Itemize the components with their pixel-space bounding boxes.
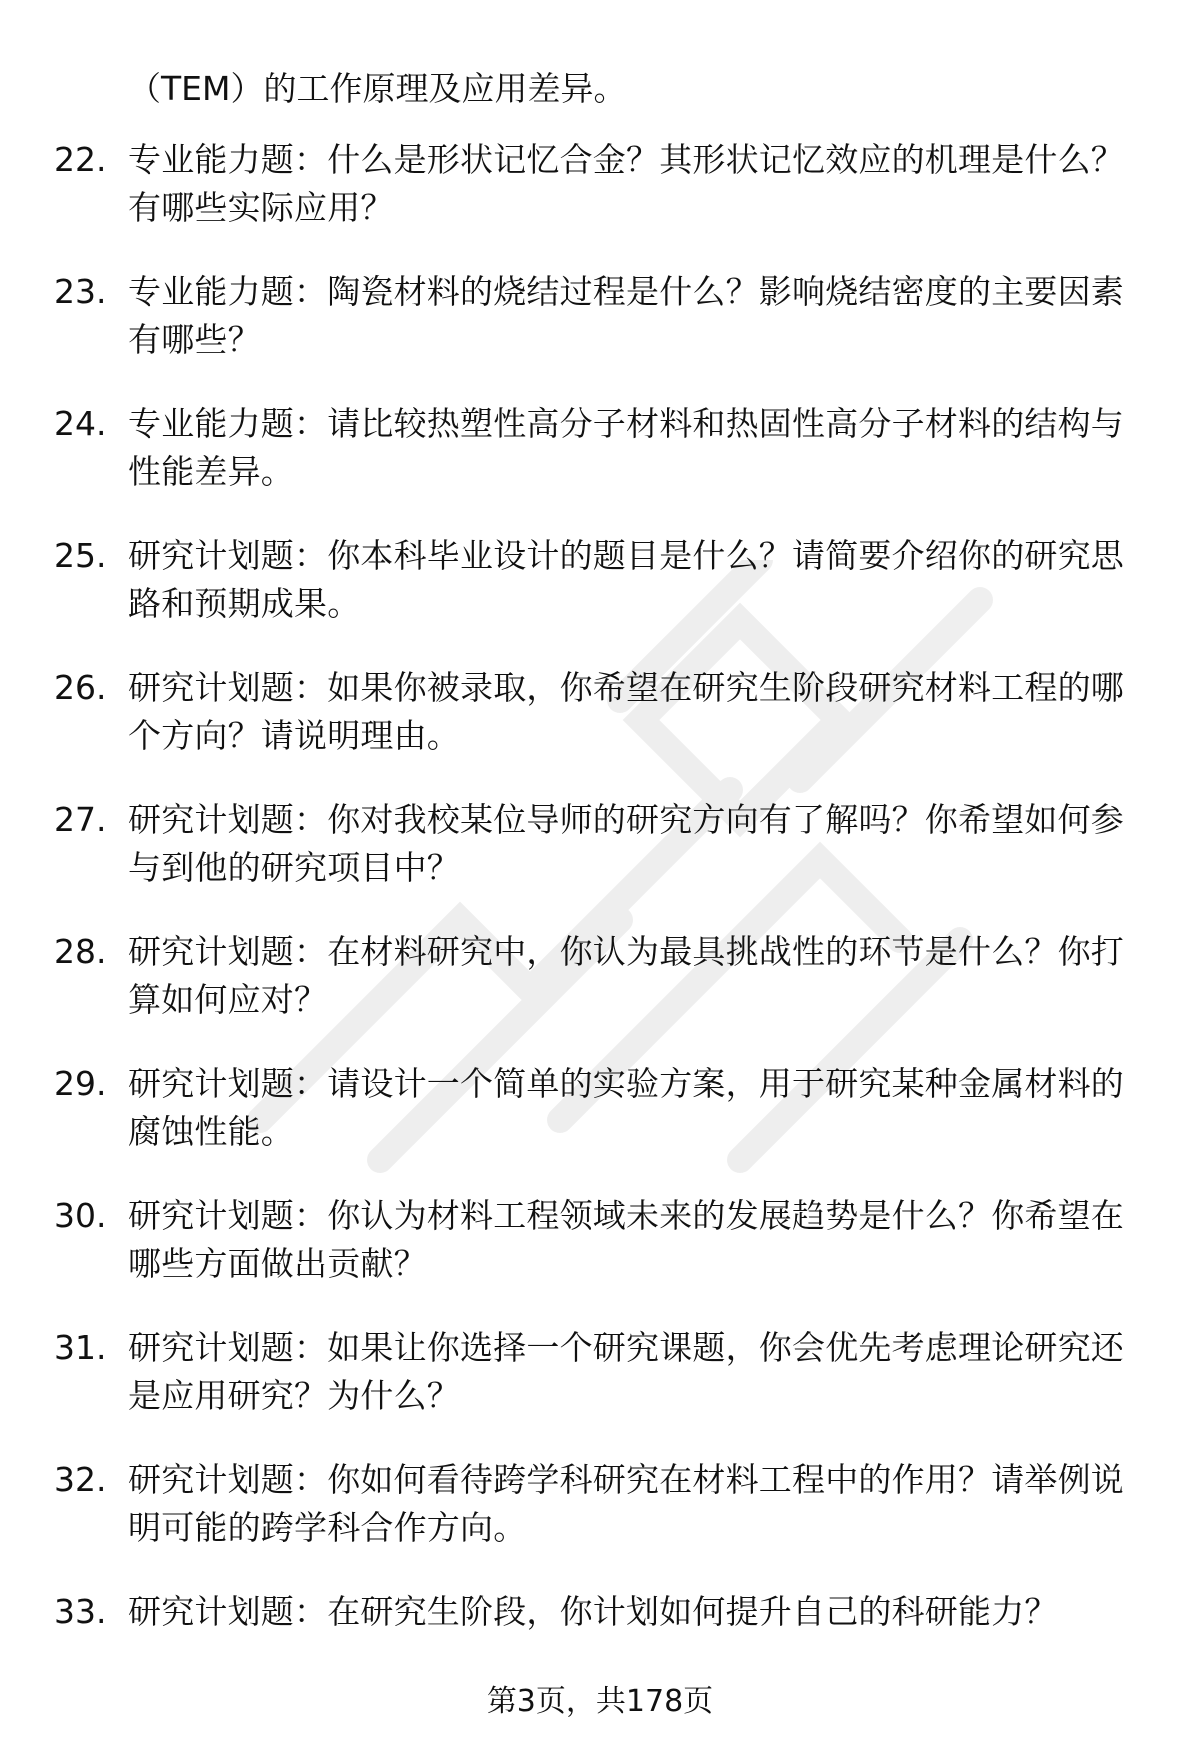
question-item bbox=[0, 532, 1200, 664]
question-item bbox=[0, 268, 1200, 400]
question-number: 31. bbox=[54, 1328, 107, 1367]
question-number: 33. bbox=[54, 1592, 107, 1631]
question-item bbox=[0, 1324, 1200, 1456]
question-text: 研究计划题：你对我校某位导师的研究方向有了解吗？你希望如何参与到他的研究项目中？ bbox=[128, 800, 1124, 887]
question-number: 26. bbox=[54, 668, 107, 707]
question-text: 研究计划题：你本科毕业设计的题目是什么？请简要介绍你的研究思路和预期成果。 bbox=[128, 536, 1124, 623]
question-text: 专业能力题：什么是形状记忆合金？其形状记忆效应的机理是什么？有哪些实际应用？ bbox=[128, 140, 1124, 227]
question-number: 30. bbox=[54, 1196, 107, 1235]
question-text: 专业能力题：陶瓷材料的烧结过程是什么？影响烧结密度的主要因素有哪些？ bbox=[128, 272, 1124, 359]
question-text: 研究计划题：在材料研究中，你认为最具挑战性的环节是什么？你打算如何应对？ bbox=[128, 932, 1124, 1019]
continuation-text: （TEM）的工作原理及应用差异。 bbox=[128, 69, 627, 108]
question-number: 23. bbox=[54, 272, 107, 311]
question-number: 28. bbox=[54, 932, 107, 971]
question-item bbox=[0, 400, 1200, 532]
question-text: 研究计划题：请设计一个简单的实验方案，用于研究某种金属材料的腐蚀性能。 bbox=[128, 1064, 1124, 1151]
question-number: 32. bbox=[54, 1460, 107, 1499]
question-item bbox=[0, 1192, 1200, 1324]
question-text: 研究计划题：如果让你选择一个研究课题，你会优先考虑理论研究还是应用研究？为什么？ bbox=[128, 1328, 1124, 1415]
question-list bbox=[0, 136, 1200, 1720]
question-text: 研究计划题：在研究生阶段，你计划如何提升自己的科研能力？ bbox=[128, 1592, 1058, 1631]
question-number: 29. bbox=[54, 1064, 107, 1103]
question-item bbox=[0, 928, 1200, 1060]
question-number: 27. bbox=[54, 800, 107, 839]
question-item bbox=[0, 1060, 1200, 1192]
question-item bbox=[0, 796, 1200, 928]
question-item bbox=[0, 664, 1200, 796]
question-text: 研究计划题：你如何看待跨学科研究在材料工程中的作用？请举例说明可能的跨学科合作方向。 bbox=[128, 1460, 1124, 1547]
question-number: 22. bbox=[54, 140, 107, 179]
question-text: 专业能力题：请比较热塑性高分子材料和热固性高分子材料的结构与性能差异。 bbox=[128, 404, 1124, 491]
question-item bbox=[0, 1456, 1200, 1588]
question-text: 研究计划题：你认为材料工程领域未来的发展趋势是什么？你希望在哪些方面做出贡献？ bbox=[128, 1196, 1124, 1283]
question-item bbox=[0, 136, 1200, 268]
question-number: 24. bbox=[54, 404, 107, 443]
question-text: 研究计划题：如果你被录取，你希望在研究生阶段研究材料工程的哪个方向？请说明理由。 bbox=[128, 668, 1124, 755]
page-footer: 第3页，共178页 bbox=[486, 1684, 714, 1719]
question-number: 25. bbox=[54, 536, 107, 575]
